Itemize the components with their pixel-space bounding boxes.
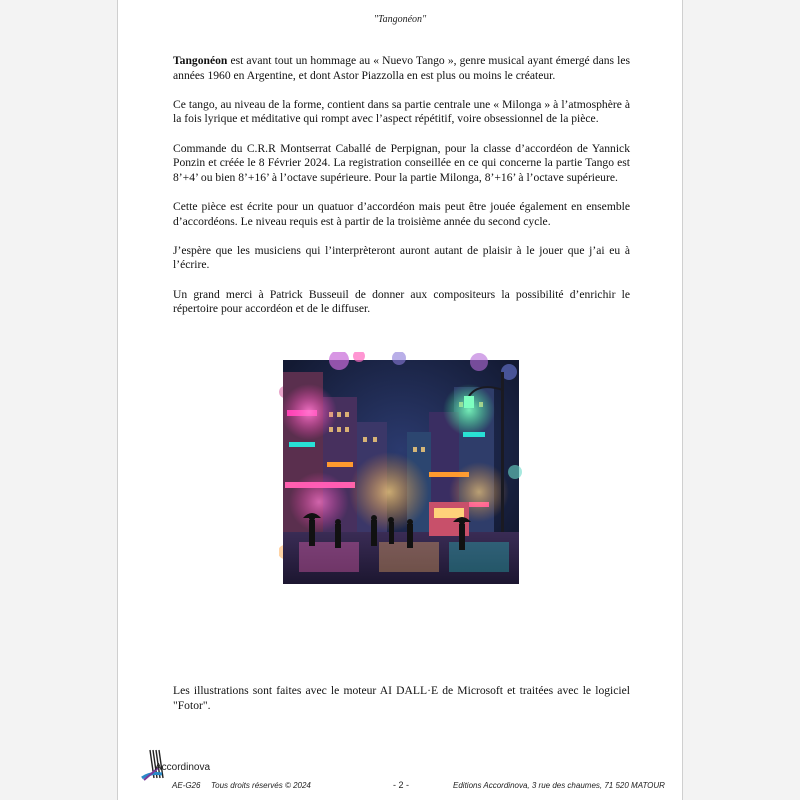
paragraph-3: Commande du C.R.R Montserrat Caballé de Perpignan, pour la classe d’accordéon de Yannick Ponzin et créée le 8 Février 2024. La registration conseillée en ce qui concerne la partie Tango est 8’+4’ ou bien 8’+16’ à l’octave supérieure. Pour la partie Milonga, 8’+16’ à l’octave supérieure. [173, 141, 630, 184]
neon-city-illustration [279, 352, 523, 590]
paragraph-2: Ce tango, au niveau de la forme, contient dans sa partie centrale une « Milonga » à l’atmosphère à la fois lyrique et méditative qui rompt avec l’aspect répétitif, voire obsessionnel de la pièce. [173, 97, 630, 126]
body-text [173, 54, 630, 331]
footer-page-number: - 2 - [393, 780, 410, 790]
paragraph-4: Cette pièce est écrite pour un quatuor d’accordéon mais peut être jouée également en ensemble d’accordéons. Le niveau requis est à partir de la troisième année du second cycle. [173, 199, 630, 228]
footer-rights: Tous droits réservés © 2024 [211, 781, 311, 790]
footer-editions: Editions Accordinova, 3 rue des chaumes, 71 520 MATOUR [453, 781, 665, 790]
paragraph-1-text: est avant tout un hommage au « Nuevo Tango », genre musical ayant émergé dans les années 1960 en Argentine, et dont Astor Piazzolla en est plus ou moins le créateur. [173, 54, 630, 82]
footer-code: AE-G26 [172, 781, 201, 790]
illustration-caption: Les illustrations sont faites avec le moteur AI DALL·E de Microsoft et traitées avec le logiciel "Fotor". [173, 684, 630, 712]
page-header-title: "Tangonéon" [373, 14, 427, 25]
paragraph-1 [173, 54, 630, 83]
logo-name: Accordinova [155, 762, 211, 773]
document-page [117, 0, 683, 800]
paragraph-5: J’espère que les musiciens qui l’interprèteront auront autant de plaisir à le jouer que j’ai eu à l’écrire. [173, 243, 630, 272]
paragraph-6: Un grand merci à Patrick Busseuil de donner aux compositeurs la possibilité d’enrichir le répertoire pour accordéon et de le diffuser. [173, 287, 630, 316]
title-bold: Tangonéon [173, 54, 228, 67]
